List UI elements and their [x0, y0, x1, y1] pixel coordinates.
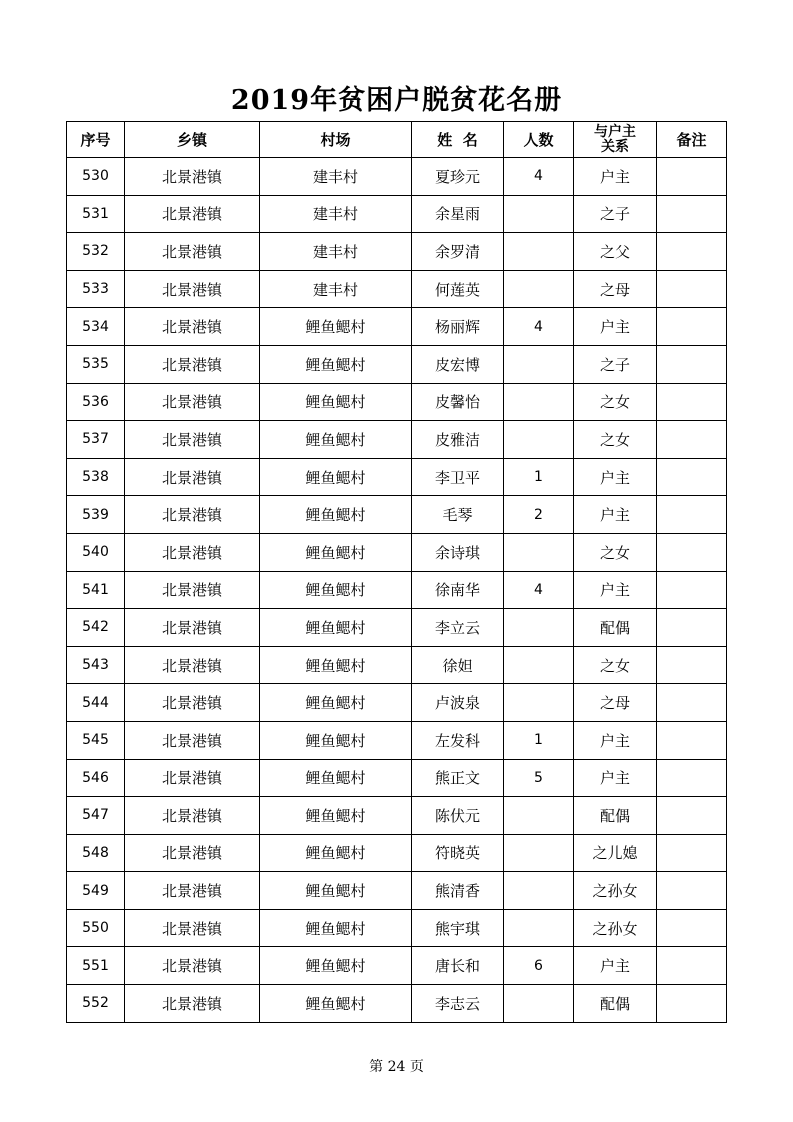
cell-count	[504, 345, 574, 383]
cell-count	[504, 985, 574, 1023]
cell-seq: 541	[67, 571, 125, 609]
table-row	[67, 458, 727, 496]
cell-town: 北景港镇	[125, 345, 260, 383]
cell-name: 熊清香	[412, 872, 504, 910]
header-name: 姓 名	[412, 122, 504, 158]
cell-remarks	[657, 797, 727, 835]
cell-name: 余诗琪	[412, 533, 504, 571]
cell-seq: 543	[67, 646, 125, 684]
cell-village: 鲤鱼鳃村	[260, 646, 412, 684]
cell-village: 鲤鱼鳃村	[260, 308, 412, 346]
cell-name: 熊正文	[412, 759, 504, 797]
page-number: 第 24 页	[369, 1059, 424, 1075]
cell-remarks	[657, 609, 727, 647]
cell-village: 鲤鱼鳃村	[260, 383, 412, 421]
cell-name: 毛琴	[412, 496, 504, 534]
cell-count	[504, 609, 574, 647]
cell-relation: 之孙女	[574, 909, 657, 947]
cell-name: 徐南华	[412, 571, 504, 609]
cell-town: 北景港镇	[125, 533, 260, 571]
cell-seq: 534	[67, 308, 125, 346]
cell-village: 鲤鱼鳃村	[260, 797, 412, 835]
table-row	[67, 985, 727, 1023]
roster-table	[66, 121, 727, 1023]
cell-relation: 户主	[574, 458, 657, 496]
cell-town: 北景港镇	[125, 233, 260, 271]
cell-count	[504, 270, 574, 308]
cell-village: 建丰村	[260, 195, 412, 233]
cell-town: 北景港镇	[125, 985, 260, 1023]
cell-village: 鲤鱼鳃村	[260, 609, 412, 647]
table-row	[67, 533, 727, 571]
cell-town: 北景港镇	[125, 571, 260, 609]
cell-count	[504, 797, 574, 835]
cell-seq: 548	[67, 834, 125, 872]
cell-seq: 533	[67, 270, 125, 308]
cell-town: 北景港镇	[125, 872, 260, 910]
cell-seq: 532	[67, 233, 125, 271]
cell-name: 卢波泉	[412, 684, 504, 722]
cell-seq: 550	[67, 909, 125, 947]
cell-name: 符晓英	[412, 834, 504, 872]
table-row	[67, 383, 727, 421]
cell-relation: 户主	[574, 721, 657, 759]
cell-town: 北景港镇	[125, 270, 260, 308]
cell-name: 陈伏元	[412, 797, 504, 835]
cell-relation: 之子	[574, 345, 657, 383]
cell-remarks	[657, 195, 727, 233]
header-town: 乡镇	[125, 122, 260, 158]
cell-town: 北景港镇	[125, 308, 260, 346]
cell-relation: 户主	[574, 308, 657, 346]
cell-seq: 552	[67, 985, 125, 1023]
cell-count: 1	[504, 458, 574, 496]
cell-seq: 531	[67, 195, 125, 233]
cell-count: 2	[504, 496, 574, 534]
cell-remarks	[657, 233, 727, 271]
table-row	[67, 646, 727, 684]
cell-name: 李卫平	[412, 458, 504, 496]
cell-remarks	[657, 909, 727, 947]
cell-remarks	[657, 646, 727, 684]
cell-town: 北景港镇	[125, 646, 260, 684]
cell-town: 北景港镇	[125, 383, 260, 421]
cell-village: 建丰村	[260, 270, 412, 308]
table-row	[67, 759, 727, 797]
header-relation	[574, 122, 657, 158]
table-row	[67, 421, 727, 459]
header-remarks: 备注	[657, 122, 727, 158]
header-count: 人数	[504, 122, 574, 158]
cell-village: 鲤鱼鳃村	[260, 345, 412, 383]
cell-relation: 配偶	[574, 609, 657, 647]
cell-count	[504, 646, 574, 684]
cell-name: 徐妲	[412, 646, 504, 684]
cell-name: 熊宇琪	[412, 909, 504, 947]
table-row	[67, 909, 727, 947]
cell-name: 唐长和	[412, 947, 504, 985]
cell-village: 鲤鱼鳃村	[260, 684, 412, 722]
cell-remarks	[657, 947, 727, 985]
table-row	[67, 872, 727, 910]
cell-relation: 配偶	[574, 985, 657, 1023]
cell-seq: 551	[67, 947, 125, 985]
cell-village: 鲤鱼鳃村	[260, 985, 412, 1023]
cell-relation: 之父	[574, 233, 657, 271]
cell-remarks	[657, 421, 727, 459]
cell-count: 1	[504, 721, 574, 759]
cell-town: 北景港镇	[125, 909, 260, 947]
cell-relation: 之女	[574, 646, 657, 684]
cell-town: 北景港镇	[125, 609, 260, 647]
cell-name: 皮雅洁	[412, 421, 504, 459]
table-row	[67, 609, 727, 647]
cell-seq: 538	[67, 458, 125, 496]
table-row	[67, 834, 727, 872]
cell-relation: 户主	[574, 571, 657, 609]
cell-relation: 之母	[574, 270, 657, 308]
cell-village: 鲤鱼鳃村	[260, 759, 412, 797]
cell-town: 北景港镇	[125, 458, 260, 496]
cell-remarks	[657, 533, 727, 571]
cell-remarks	[657, 759, 727, 797]
cell-village: 鲤鱼鳃村	[260, 571, 412, 609]
cell-town: 北景港镇	[125, 759, 260, 797]
cell-remarks	[657, 872, 727, 910]
header-relation-line2: 关系	[601, 138, 629, 155]
table-row	[67, 684, 727, 722]
roster-body	[67, 158, 727, 1023]
cell-count	[504, 233, 574, 271]
cell-name: 余罗清	[412, 233, 504, 271]
cell-village: 鲤鱼鳃村	[260, 721, 412, 759]
cell-village: 鲤鱼鳃村	[260, 872, 412, 910]
table-row	[67, 947, 727, 985]
cell-village: 鲤鱼鳃村	[260, 947, 412, 985]
cell-village: 鲤鱼鳃村	[260, 496, 412, 534]
table-row	[67, 233, 727, 271]
cell-relation: 之孙女	[574, 872, 657, 910]
cell-relation: 之母	[574, 684, 657, 722]
cell-remarks	[657, 985, 727, 1023]
cell-name: 余星雨	[412, 195, 504, 233]
cell-remarks	[657, 458, 727, 496]
cell-village: 鲤鱼鳃村	[260, 909, 412, 947]
cell-remarks	[657, 270, 727, 308]
cell-seq: 539	[67, 496, 125, 534]
cell-seq: 540	[67, 533, 125, 571]
cell-village: 鲤鱼鳃村	[260, 421, 412, 459]
cell-remarks	[657, 684, 727, 722]
cell-seq: 530	[67, 158, 125, 196]
cell-seq: 542	[67, 609, 125, 647]
document-title: 2019年贫困户脱贫花名册	[230, 85, 563, 116]
cell-name: 杨丽辉	[412, 308, 504, 346]
cell-name: 皮宏博	[412, 345, 504, 383]
header-relation-line1: 与户主	[594, 123, 636, 140]
cell-seq: 544	[67, 684, 125, 722]
cell-relation: 配偶	[574, 797, 657, 835]
header-village: 村场	[260, 122, 412, 158]
cell-village: 建丰村	[260, 158, 412, 196]
header-row	[67, 122, 727, 158]
cell-relation: 之子	[574, 195, 657, 233]
cell-village: 建丰村	[260, 233, 412, 271]
cell-count	[504, 872, 574, 910]
cell-town: 北景港镇	[125, 797, 260, 835]
cell-count: 4	[504, 158, 574, 196]
cell-seq: 545	[67, 721, 125, 759]
cell-town: 北景港镇	[125, 684, 260, 722]
cell-town: 北景港镇	[125, 195, 260, 233]
cell-name: 皮馨怡	[412, 383, 504, 421]
cell-village: 鲤鱼鳃村	[260, 834, 412, 872]
cell-count	[504, 383, 574, 421]
header-seq: 序号	[67, 122, 125, 158]
table-row	[67, 571, 727, 609]
cell-name: 李立云	[412, 609, 504, 647]
cell-name: 何莲英	[412, 270, 504, 308]
table-row	[67, 158, 727, 196]
cell-town: 北景港镇	[125, 158, 260, 196]
cell-town: 北景港镇	[125, 421, 260, 459]
cell-count: 4	[504, 571, 574, 609]
cell-relation: 户主	[574, 759, 657, 797]
cell-remarks	[657, 834, 727, 872]
cell-relation: 户主	[574, 158, 657, 196]
cell-count: 4	[504, 308, 574, 346]
cell-relation: 户主	[574, 496, 657, 534]
cell-count: 6	[504, 947, 574, 985]
cell-count: 5	[504, 759, 574, 797]
cell-relation: 之儿媳	[574, 834, 657, 872]
cell-remarks	[657, 158, 727, 196]
cell-relation: 之女	[574, 533, 657, 571]
cell-remarks	[657, 571, 727, 609]
cell-count	[504, 834, 574, 872]
table-row	[67, 308, 727, 346]
table-row	[67, 345, 727, 383]
cell-count	[504, 909, 574, 947]
cell-count	[504, 533, 574, 571]
cell-count	[504, 421, 574, 459]
cell-seq: 535	[67, 345, 125, 383]
cell-name: 左发科	[412, 721, 504, 759]
cell-relation: 户主	[574, 947, 657, 985]
cell-remarks	[657, 383, 727, 421]
cell-remarks	[657, 721, 727, 759]
table-row	[67, 195, 727, 233]
cell-name: 夏珍元	[412, 158, 504, 196]
cell-seq: 537	[67, 421, 125, 459]
cell-town: 北景港镇	[125, 834, 260, 872]
cell-village: 鲤鱼鳃村	[260, 458, 412, 496]
table-row	[67, 270, 727, 308]
cell-relation: 之女	[574, 421, 657, 459]
cell-seq: 547	[67, 797, 125, 835]
cell-village: 鲤鱼鳃村	[260, 533, 412, 571]
cell-name: 李志云	[412, 985, 504, 1023]
cell-seq: 546	[67, 759, 125, 797]
cell-remarks	[657, 345, 727, 383]
cell-seq: 536	[67, 383, 125, 421]
cell-town: 北景港镇	[125, 947, 260, 985]
cell-remarks	[657, 308, 727, 346]
table-row	[67, 721, 727, 759]
table-row	[67, 797, 727, 835]
table-row	[67, 496, 727, 534]
cell-relation: 之女	[574, 383, 657, 421]
cell-count	[504, 195, 574, 233]
cell-remarks	[657, 496, 727, 534]
cell-town: 北景港镇	[125, 496, 260, 534]
cell-town: 北景港镇	[125, 721, 260, 759]
cell-count	[504, 684, 574, 722]
cell-seq: 549	[67, 872, 125, 910]
